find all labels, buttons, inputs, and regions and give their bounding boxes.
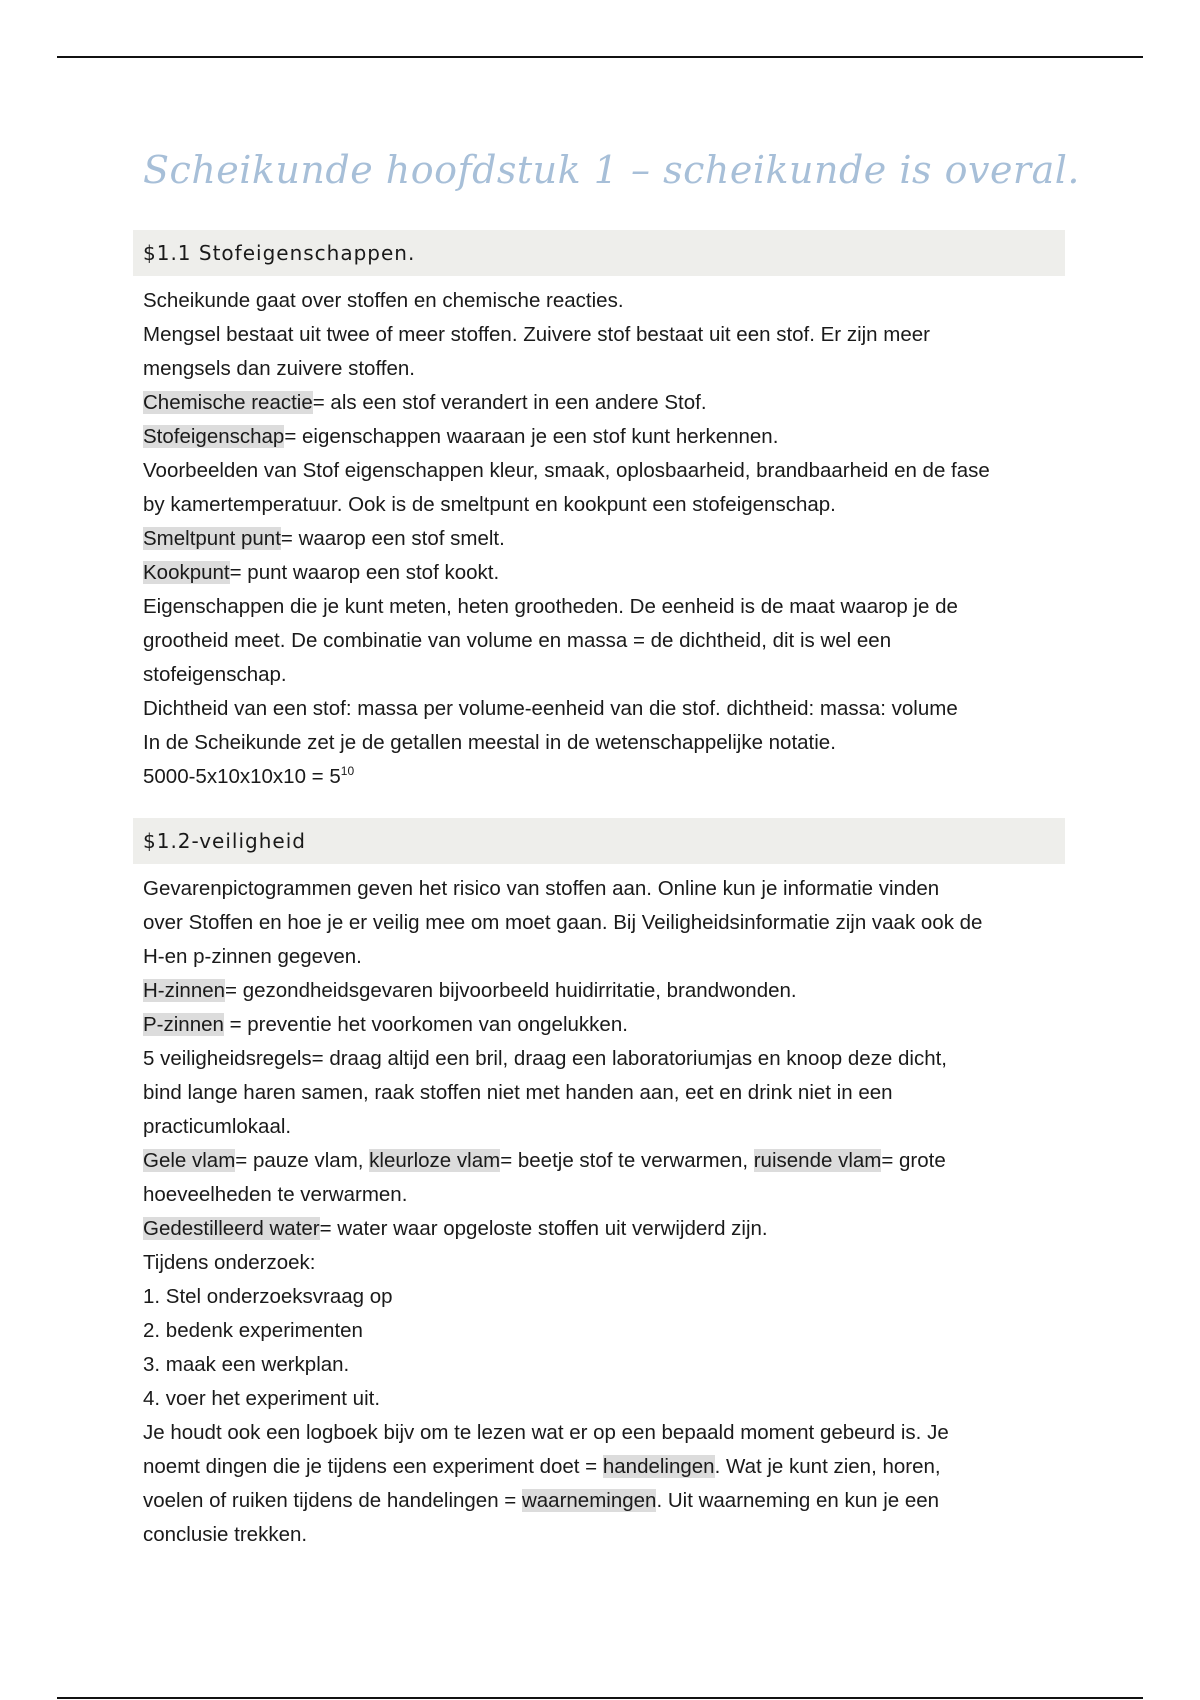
paragraph-line: Gevarenpictogrammen geven het risico van stoffen aan. Online kun je informatie vinden <box>143 877 940 900</box>
definition-text: = waarop een stof smelt. <box>280 527 505 550</box>
definition-smeltpunt <box>143 522 1063 556</box>
list-item: 1. Stel onderzoeksvraag op <box>143 1285 393 1308</box>
paragraph-line: Je houdt ook een logboek bijv om te lezen wat er op een bepaald moment gebeurd is. Je <box>143 1421 949 1444</box>
highlighted-term: handelingen <box>602 1455 715 1478</box>
highlighted-term: H-zinnen <box>143 979 226 1002</box>
section-1-1-body <box>143 284 1063 794</box>
list-item: 4. voer het experiment uit. <box>143 1387 381 1410</box>
list-item: 2. bedenk experimenten <box>143 1319 363 1342</box>
definition-h-zinnen <box>143 974 1063 1008</box>
definition-vlammen <box>143 1144 1063 1178</box>
paragraph-line: grootheid meet. De combinatie van volume en massa = de dichtheid, dit is wel een <box>143 629 892 652</box>
definition-text: = punt waarop een stof kookt. <box>229 561 500 584</box>
paragraph-line <box>143 1484 1063 1518</box>
section-1-2-body <box>143 872 1063 1552</box>
highlighted-term: Smeltpunt punt <box>143 527 281 550</box>
section-heading-1-2: $1.2-veiligheid <box>133 818 1065 864</box>
section-heading-1-1: $1.1 Stofeigenschappen. <box>133 230 1065 276</box>
page-top-rule <box>57 56 1143 58</box>
paragraph-line: Tijdens onderzoek: <box>143 1251 316 1274</box>
paragraph-line: over Stoffen en hoe je er veilig mee om moet gaan. Bij Veiligheidsinformatie zijn vaak ook de <box>143 911 983 934</box>
paragraph-line: Mengsel bestaat uit twee of meer stoffen. Zuivere stof bestaat uit een stof. Er zijn meer <box>143 323 930 346</box>
definition-stofeigenschap <box>143 420 1063 454</box>
highlighted-term: waarnemingen <box>521 1489 657 1512</box>
formula-base: 5000-5x10x10x10 = 5 <box>143 765 341 788</box>
paragraph-line: In de Scheikunde zet je de getallen meestal in de wetenschappelijke notatie. <box>143 731 836 754</box>
highlighted-term: ruisende vlam <box>753 1149 882 1172</box>
paragraph-line <box>143 1450 1063 1484</box>
paragraph-line: H-en p-zinnen gegeven. <box>143 945 362 968</box>
text-segment: . Uit waarneming en kun je een <box>656 1489 940 1512</box>
highlighted-term: Kookpunt <box>143 561 230 584</box>
paragraph-line: Eigenschappen die je kunt meten, heten grootheden. De eenheid is de maat waarop je de <box>143 595 958 618</box>
definition-chemische-reactie <box>143 386 1063 420</box>
paragraph-line: practicumlokaal. <box>143 1115 292 1138</box>
definition-text: = gezondheidsgevaren bijvoorbeeld huidirritatie, brandwonden. <box>225 979 797 1002</box>
paragraph-line: by kamertemperatuur. Ook is de smeltpunt en kookpunt een stofeigenschap. <box>143 493 836 516</box>
highlighted-term: Gele vlam <box>143 1149 236 1172</box>
list-item: 3. maak een werkplan. <box>143 1353 350 1376</box>
paragraph-line: stofeigenschap. <box>143 663 287 686</box>
paragraph-line: 5 veiligheidsregels= draag altijd een bril, draag een laboratoriumjas en knoop deze dicht, <box>143 1047 947 1070</box>
highlighted-term: P-zinnen <box>143 1013 224 1036</box>
formula-line <box>143 760 1063 794</box>
formula-exponent: 10 <box>340 764 355 779</box>
definition-gedestilleerd-water <box>143 1212 1063 1246</box>
paragraph-line: Dichtheid van een stof: massa per volume-eenheid van die stof. dichtheid: massa: volume <box>143 697 958 720</box>
definition-kookpunt <box>143 556 1063 590</box>
paragraph-line: Voorbeelden van Stof eigenschappen kleur, smaak, oplosbaarheid, brandbaarheid en de fase <box>143 459 990 482</box>
definition-text: = water waar opgeloste stoffen uit verwijderd zijn. <box>319 1217 768 1240</box>
highlighted-term: Gedestilleerd water <box>143 1217 320 1240</box>
definition-text: = eigenschappen waaraan je een stof kunt herkennen. <box>284 425 779 448</box>
definition-text: = als een stof verandert in een andere Stof. <box>312 391 707 414</box>
definition-text: = preventie het voorkomen van ongelukken. <box>223 1013 628 1036</box>
text-segment: noemt dingen die je tijdens een experiment doet = <box>143 1455 603 1478</box>
page-title: Scheikunde hoofdstuk 1 – scheikunde is overal. <box>143 148 1080 192</box>
text-segment: voelen of ruiken tijdens de handelingen = <box>143 1489 522 1512</box>
highlighted-term: kleurloze vlam <box>369 1149 501 1172</box>
definition-p-zinnen <box>143 1008 1063 1042</box>
paragraph-line: conclusie trekken. <box>143 1523 308 1546</box>
page-bottom-rule <box>57 1697 1143 1699</box>
text-segment: . Wat je kunt zien, horen, <box>714 1455 941 1478</box>
definition-text: = pauze vlam, <box>235 1149 370 1172</box>
paragraph-line: mengsels dan zuivere stoffen. <box>143 357 415 380</box>
highlighted-term: Stofeigenschap <box>143 425 285 448</box>
paragraph-line: Scheikunde gaat over stoffen en chemische reacties. <box>143 289 624 312</box>
paragraph-line: hoeveelheden te verwarmen. <box>143 1183 408 1206</box>
definition-text: = beetje stof te verwarmen, <box>500 1149 754 1172</box>
highlighted-term: Chemische reactie <box>143 391 313 414</box>
paragraph-line: bind lange haren samen, raak stoffen niet met handen aan, eet en drink niet in een <box>143 1081 893 1104</box>
definition-text: = grote <box>881 1149 946 1172</box>
